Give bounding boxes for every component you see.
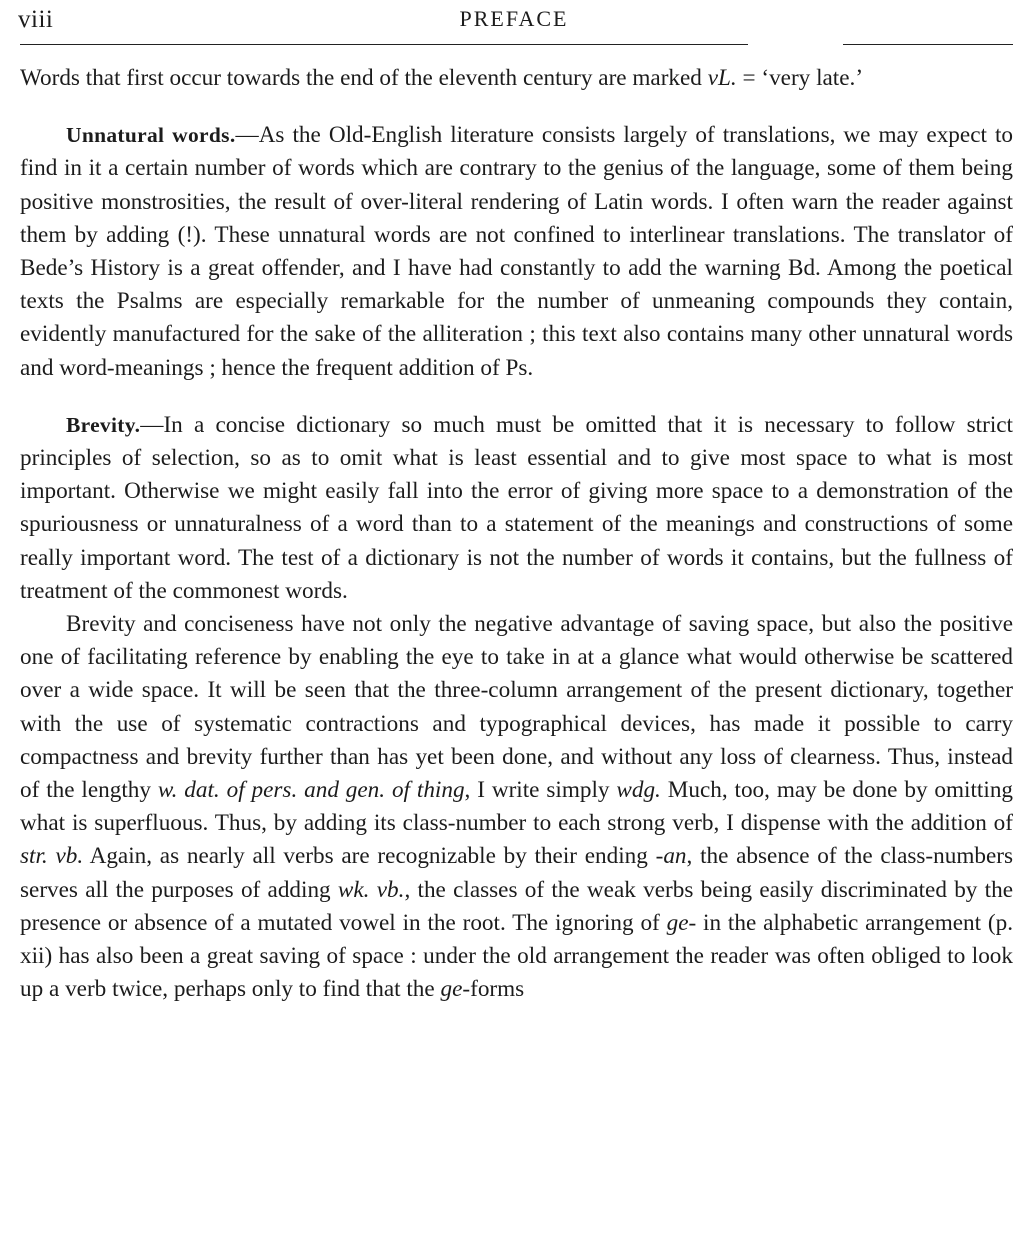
paragraph-brevity [20,409,1013,608]
paragraph-text: = ‘very late.’ [736,65,864,91]
paragraph-text: , the classes of the weak verbs being easily discriminated by the presence or absence of a mutated vowel in the root. The ignoring of [20,876,1013,936]
italic-term: w. dat. of pers. and gen. of thing [157,777,465,804]
paragraph-text: —In a concise dictionary so much must be omitted that it is necessary to follow strict principles of selection, so as to omit what is least essential and to give most space to what is most important. Otherwise we might easily fall into the error of giving more space to a demonstration of the spuriousness or unnaturalness of a word than to a statement of the meanings and constructions of some really important word. The test of a dictionary is not the number of words it contains, but the fullness of treatment of the commonest words. [20,411,1013,604]
italic-term: wdg. [616,777,661,804]
paragraph-text: , I write simply [464,777,617,804]
section-heading: Unnatural words. [66,123,236,148]
header-rule-left [20,44,748,45]
body-text [20,62,1013,1006]
paragraph-text: —As the Old-English literature consists largely of translations, we may expect to find in it a certain number of words which are contrary to the genius of the language, some of them being positive monstrosities, the result of over-literal rendering of Latin words. I often warn the reader against them by adding (!). These unnatural words are not confined to interlinear translations. The translator of Bede’s History is a great offender, and I have had constantly to add the warning Bd. Among the poetical texts the Psalms are especially remarkable for the number of unmeaning compounds they contain, evidently manufactured for the sake of the alliteration ; this text also contains many other unnatural words and word-meanings ; hence the frequent addition of Ps. [20,122,1013,381]
paragraph-text: Much, too, may be done by omitting what is superfluous. Thus, by adding its class-number to each strong verb, I dispense with the addition of [20,777,1014,837]
running-title: PREFACE [459,6,569,31]
running-header [0,0,1028,50]
paragraph-text: , the absence of the class-numbers serves all the purposes of adding [20,843,1014,903]
paragraph-very-late [20,62,1013,95]
section-heading: Brevity. [66,412,141,437]
paragraph-text: Again, as nearly all verbs are recognizable by their ending [83,843,656,870]
italic-term: wk. vb. [337,876,405,903]
italic-term: str. vb. [20,843,84,870]
paragraph-text: Brevity and conciseness have not only the negative advantage of saving space, but also the positive one of facilitating reference by enabling the eye to take in at a glance what would otherwise be scattered over a wide space. It will be seen that the three-column arrangement of the present dictionary, together with the use of systematic contractions and typographical devices, has made it possible to carry compactness and brevity further than has yet been done, and without any loss of clearness. Thus, instead of the lengthy [20,611,1013,804]
paragraph-unnatural-words [20,119,1013,385]
page-number: viii [18,6,54,33]
paragraph-text: Words that first occur towards the end of the eleventh century are marked [20,65,708,91]
italic-term: -an [655,843,687,870]
paragraph-text: -forms [462,976,525,1003]
abbreviation: vL. [707,65,737,91]
italic-term: ge- [666,909,697,936]
italic-term: ge [440,976,463,1003]
header-rule-right [843,44,1013,45]
paragraph-text: in the alphabetic arrangement (p. xii) has also been a great saving of space : under the old arrangement the reader was often obliged to look up a verb twice, perhaps only to find that the [20,909,1013,1003]
paragraph-conciseness [20,608,1013,1006]
